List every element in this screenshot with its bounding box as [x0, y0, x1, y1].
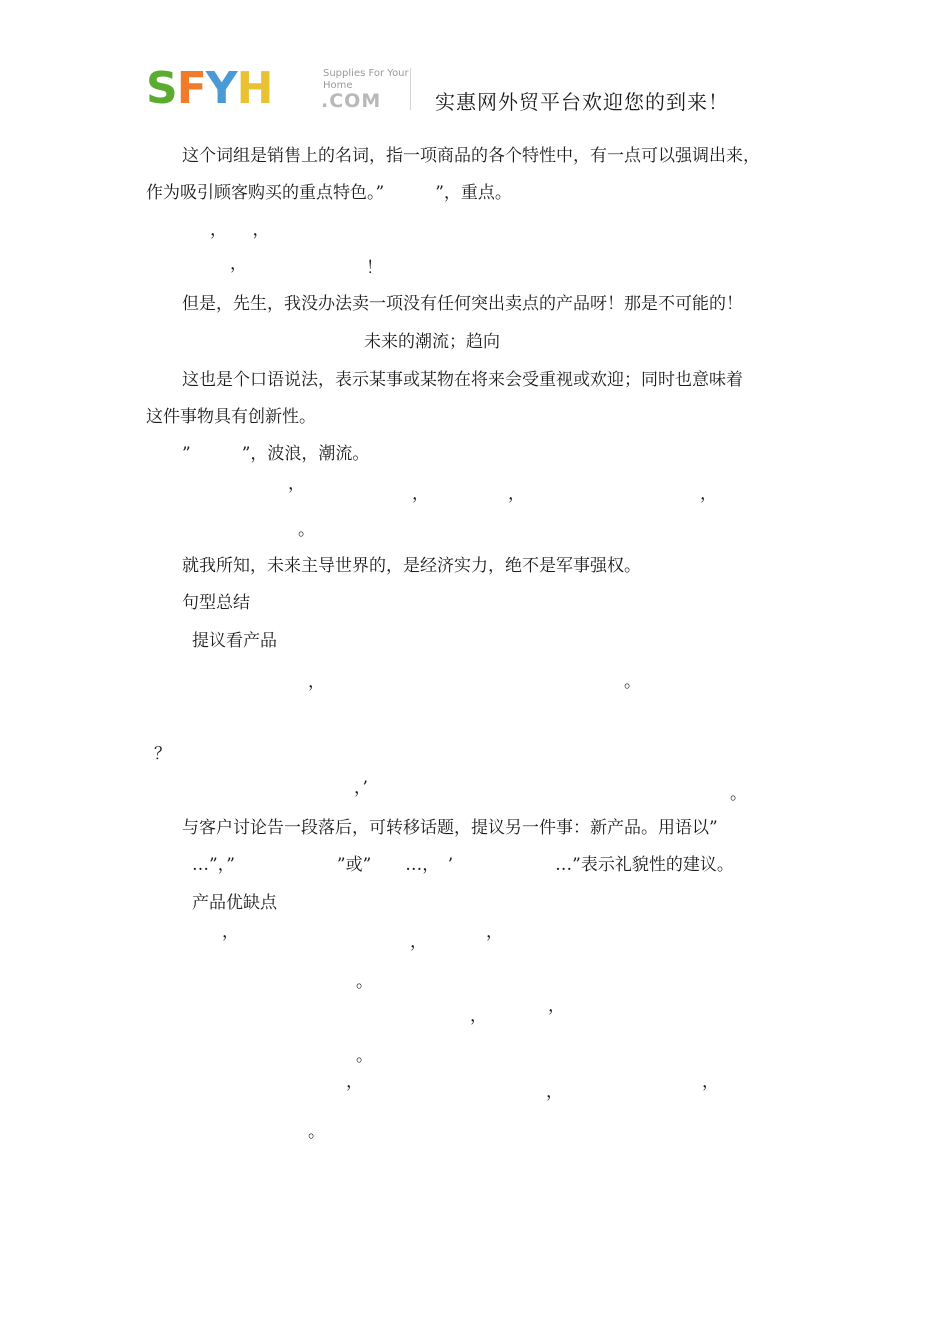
section-heading: 产品优缺点: [192, 893, 277, 913]
paragraph-line: 这件事物具有创新性。: [146, 407, 316, 427]
punctuation: 。: [356, 1046, 373, 1066]
punctuation: ！: [366, 258, 383, 278]
punctuation: ，: [470, 1006, 487, 1026]
punctuation: ，: [288, 474, 305, 494]
punctuation: ，: [230, 254, 247, 274]
logo-dotcom: .COM: [321, 90, 382, 112]
punctuation: 。: [356, 972, 373, 992]
logo-letter-h: H: [236, 63, 273, 114]
logo-letter-s: S: [146, 63, 177, 114]
section-heading: 提议看产品: [192, 631, 277, 651]
paragraph-line: …”，” ”或” …， ’ …”表示礼貌性的建议。: [192, 855, 734, 875]
paragraph-line: ” ”，波浪，潮流。: [182, 444, 370, 464]
logo-letter-y: Y: [205, 63, 237, 114]
punctuation: ，’: [354, 778, 368, 798]
punctuation: ，: [546, 1082, 563, 1102]
punctuation: ，: [412, 484, 429, 504]
logo-tagline-home: Home: [323, 80, 353, 91]
punctuation: ，: [410, 932, 427, 952]
punctuation: 。: [298, 520, 315, 540]
punctuation: ，: [222, 922, 239, 942]
punctuation: ，: [700, 484, 717, 504]
section-heading: 句型总结: [182, 593, 250, 613]
punctuation: ，: [346, 1072, 363, 1092]
paragraph-line: 这也是个口语说法，表示某事或某物在将来会受重视或欢迎；同时也意味着: [182, 370, 743, 390]
punctuation: 。: [730, 784, 747, 804]
punctuation: ，: [508, 484, 525, 504]
paragraph-line: 与客户讨论告一段落后，可转移话题，提议另一件事：新产品。用语以”: [182, 818, 718, 838]
paragraph-line: 这个词组是销售上的名词，指一项商品的各个特性中，有一点可以强调出来，: [182, 146, 760, 166]
site-logo: [146, 63, 410, 114]
punctuation: ？: [154, 744, 171, 764]
punctuation: 。: [624, 672, 641, 692]
punctuation: ，: [308, 672, 325, 692]
paragraph-line: 作为吸引顾客购买的重点特色。” ”，重点。: [146, 183, 512, 203]
punctuation: 。: [308, 1122, 325, 1142]
logo-letter-f: F: [176, 63, 206, 114]
header-welcome-title: 实惠网外贸平台欢迎您的到来！: [435, 90, 729, 114]
section-heading: 未来的潮流；趋向: [364, 332, 500, 352]
paragraph-line: 但是，先生，我没办法卖一项没有任何突出卖点的产品呀！那是不可能的！: [182, 294, 743, 314]
punctuation: ，: [548, 996, 565, 1016]
paragraph-line: 就我所知，未来主导世界的，是经济实力，绝不是军事强权。: [182, 556, 641, 576]
punctuation: ，: [486, 922, 503, 942]
logo-tagline: Supplies For Your: [323, 68, 409, 79]
punctuation: ，: [702, 1072, 719, 1092]
logo-letters: [146, 63, 273, 114]
punctuation: ， ，: [210, 220, 270, 240]
header-divider: [410, 68, 411, 110]
